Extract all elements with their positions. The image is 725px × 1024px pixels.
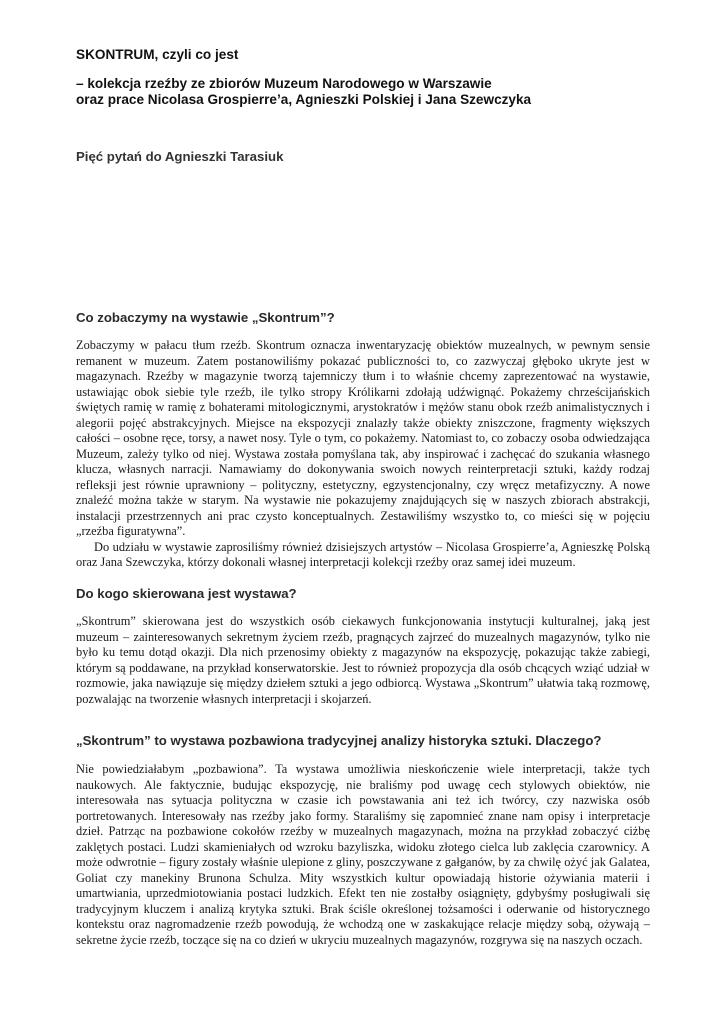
question-heading: „Skontrum” to wystawa pozbawiona tradycyjnej analizy historyka sztuki. Dlaczego? (76, 733, 602, 748)
answer-text (76, 762, 650, 948)
answer-text (76, 338, 650, 571)
interview-heading: Pięć pytań do Agnieszki Tarasiuk (76, 149, 284, 164)
answer-paragraph: Nie powiedziałabym „pozbawiona”. Ta wystawa umożliwia nieskończenie wiele interpretacji, także tych naukowych. Ale faktycznie, budując ekspozycję, nie braliśmy pod uwagę cech stylowych obiektów, nie interesowała nas sytuacja polityczna w czasie ich powstawania ani też ich twórcy, czy nazwiska osób portretowanych. Interesowały nas rzeźby jako formy. Staraliśmy się zapomnieć znane nam opisy i interpretacje dzieł. Patrząc na pozbawione cokołów rzeźby w muzealnych magazynach, można na przykład zobaczyć ciżbę zaklętych postaci. Ludzi skamieniałych od wzroku bazyliszka, widoku złotego cielca lub zaklęcia czarownicy. A może odwrotnie – figury zostały właśnie ulepione z gliny, poszczywane z gałganów, by za chwilę ożyć jak Galatea, Goliat czy manekiny Brunona Schulza. Mity wszystkich kultur opowiadają historie ożywiania materii i umartwiania, uprzedmiotowiania postaci ludzkich. Efekt ten nie zostałby osiągnięty, gdybyśmy posługiwali się tradycyjnym kluczem i analizą krytyka sztuki. Brak ściśle określonej tożsamości i oderwanie od historycznego kontekstu oraz nagromadzenie rzeźb powodują, że wchodzą one w zaskakujące relacje między sobą, ożywają – sekretne życie rzeźb, toczące się na co dzień w ukryciu muzealnych magazynów, rozgrywa się na naszych oczach. (76, 762, 650, 947)
subtitle-line-1: – kolekcja rzeźby ze zbiorów Muzeum Narodowego w Warszawie (76, 76, 492, 91)
answer-paragraph: „Skontrum” skierowana jest do wszystkich osób ciekawych funkcjonowania instytucji kulturalnej, jaką jest muzeum – zainteresowanych sekretnym życiem rzeźb, pragnących zajrzeć do muzealnych magazynów, tylko nie było ku temu dotąd okazji. Dla nich przenosimy obiekty z magazynów na ekspozycję, pokazując także zabiegi, którym są poddawane, na przykład konserwatorskie. Jest to również propozycja dla osób chcących wziąć udział w rozmowie, jaka nawiązuje się między dziełem sztuki a jego odbiorcą. Wystawa „Skontrum” ułatwia taką rozmowę, pozwalając na tworzenie własnych interpretacji i skojarzeń. (76, 614, 650, 706)
answer-paragraph: Do udziału w wystawie zaprosiliśmy również dzisiejszych artystów – Nicolasa Grospierre’a, Agnieszkę Polską oraz Jana Szewczyka, którzy dokonali własnej interpretacji kolekcji rzeźby oraz samej idei muzeum. (76, 539, 650, 569)
document-subtitle (76, 76, 696, 108)
answer-text (76, 614, 650, 707)
question-heading: Co zobaczymy na wystawie „Skontrum”? (76, 310, 335, 325)
document-title: SKONTRUM, czyli co jest (76, 47, 239, 62)
answer-paragraph: Zobaczymy w pałacu tłum rzeźb. Skontrum oznacza inwentaryzację obiektów muzealnych, w pewnym sensie remanent w muzeum. Zatem postanowiliśmy pokazać publiczności to, co zazwyczaj głęboko ukryte jest w magazynach. Rzeźby w magazynie tworzą tajemniczy tłum i to właśnie chcemy zaprezentować na wystawie, ustawiając obok siebie tyle rzeźb, ile tylko stropy Królikarni zdołają udźwignąć. Pokażemy chrześcijańskich świętych ramię w ramię z bohaterami mitologicznymi, arystokratów i mężów stanu obok rzeźb animalistycznych i alegorii pojęć abstrakcyjnych. Miejsce na ekspozycji znalazły także obiekty zniszczone, fragmenty większych całości – osobne ręce, torsy, a nawet nosy. Tyle o tym, co pokażemy. Natomiast to, co zobaczy osoba odwiedzająca Muzeum, zależy tylko od niej. Wystawa została pomyślana tak, aby inspirować i zachęcać do szukania własnego klucza, własnych narracji. Namawiamy do dokonywania swoich nowych reinterpretacji sztuki, każdy rodzaj refleksji jest równie uprawniony – polityczny, estetyczny, egzystencjonalny, czy wręcz metafizyczny. A nowe znaleźć można także w starym. Na wystawie nie pokazujemy znajdujących się w naszych zbiorach abstrakcji, instalacji przestrzennych ani prac czysto konceptualnych. Zestawiliśmy wszystko to, co mieści się w pojęciu „rzeźba figuratywna”. (76, 338, 650, 538)
subtitle-line-2: oraz prace Nicolasa Grospierre’a, Agnieszki Polskiej i Jana Szewczyka (76, 92, 532, 107)
question-heading: Do kogo skierowana jest wystawa? (76, 586, 297, 601)
